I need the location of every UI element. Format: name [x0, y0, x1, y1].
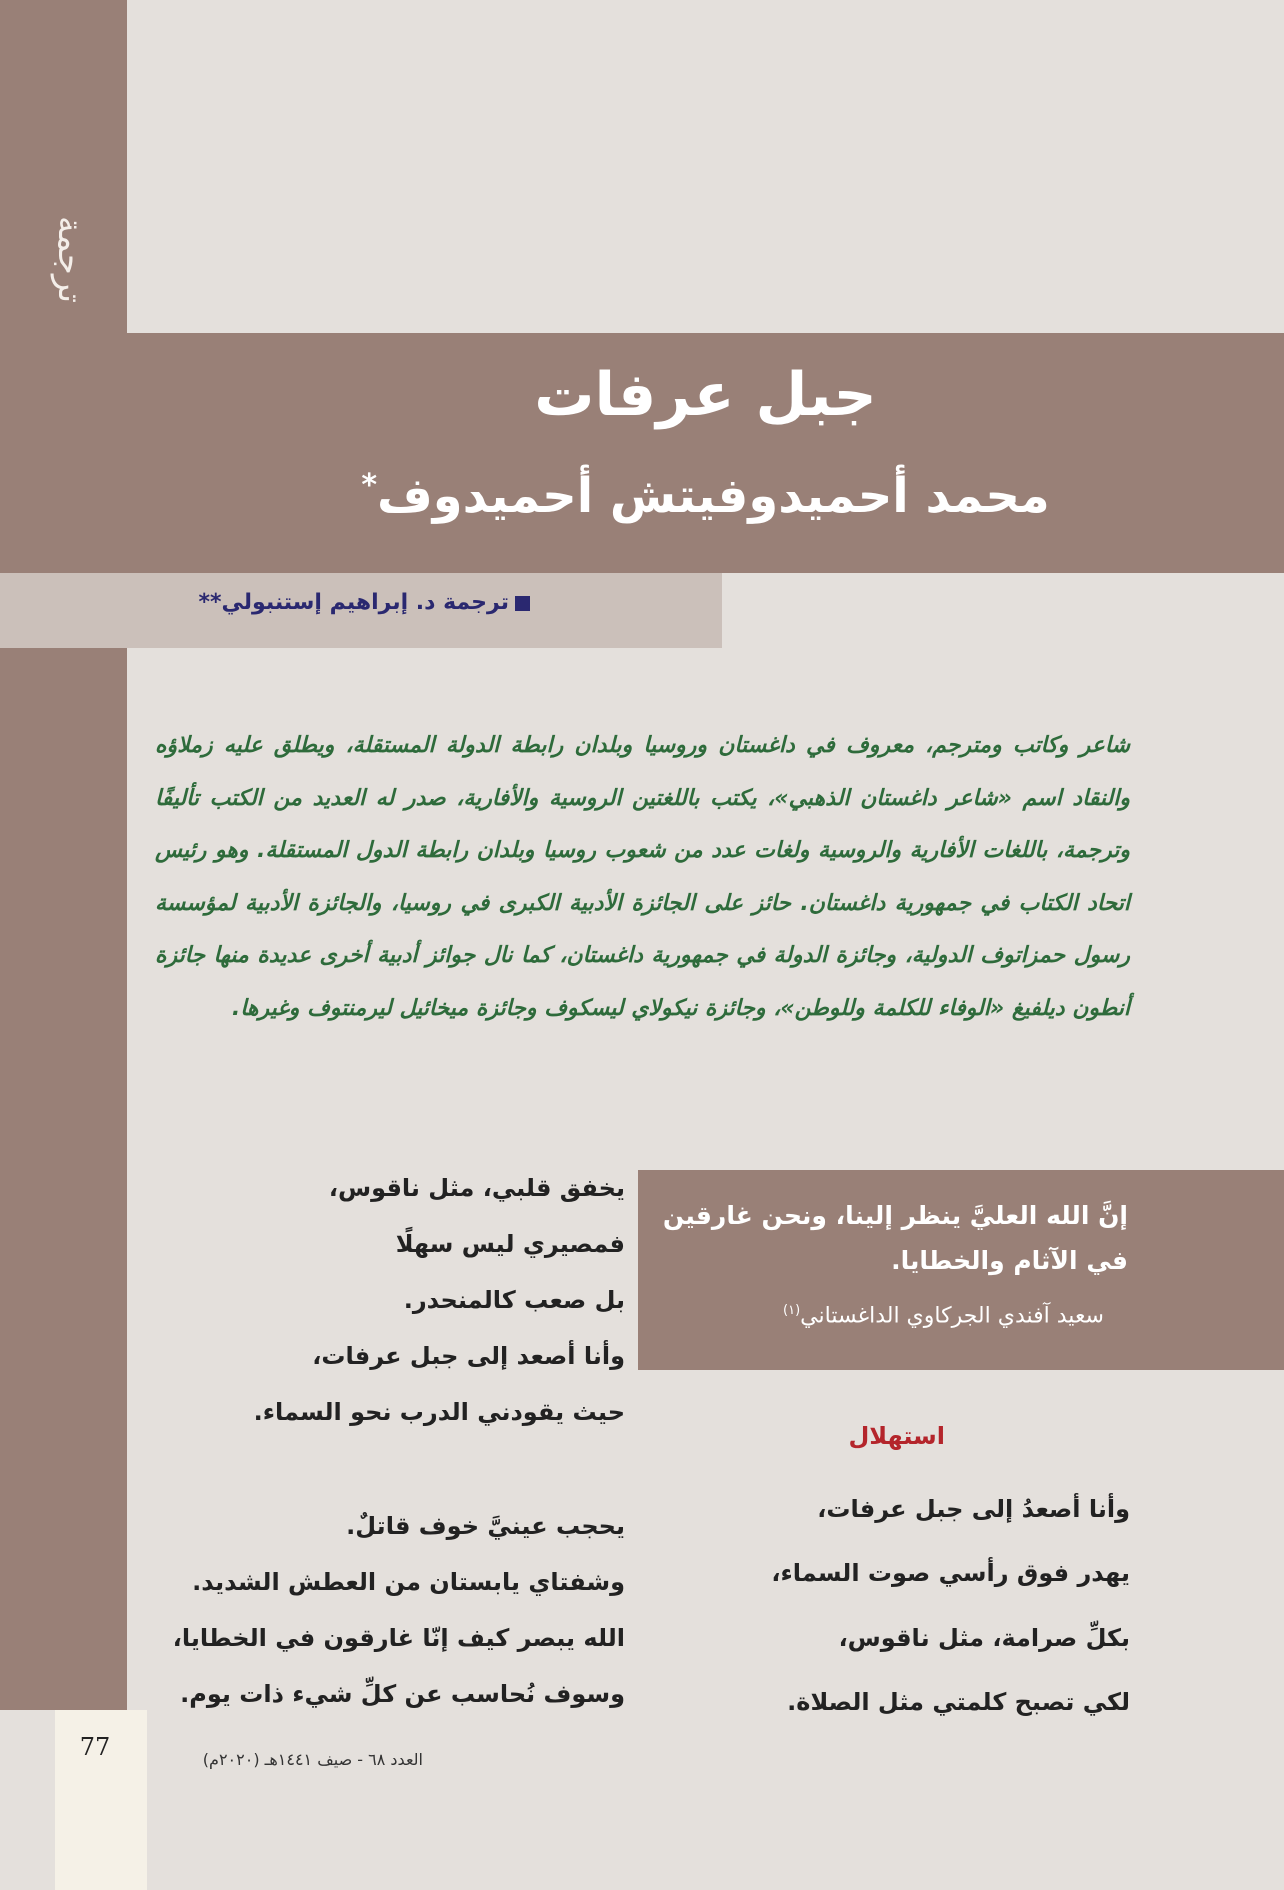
poem-line: بل صعب كالمنحدر. — [403, 1286, 625, 1314]
article-title: جبل عرفات — [534, 360, 877, 430]
poem-line: بكلِّ صرامة، مثل ناقوس، — [838, 1623, 1130, 1652]
page-number: 77 — [79, 1733, 111, 1761]
poem-line: يحجب عينيَّ خوف قاتلٌ. — [346, 1512, 625, 1540]
epigraph-footnote-mark: (١) — [783, 1303, 801, 1318]
author-name — [127, 468, 1284, 524]
translator-text: ترجمة د. إبراهيم إستنبولي** — [198, 590, 509, 615]
poem-stanza-3 — [160, 1498, 625, 1722]
poem-line: وأنا أصعد إلى جبل عرفات، — [312, 1342, 625, 1370]
issue-info: العدد ٦٨ - صيف ١٤٤١هـ (٢٠٢٠م) — [202, 1750, 423, 1769]
translator-credit — [0, 590, 530, 615]
poem-line: حيث يقودني الدرب نحو السماء. — [253, 1398, 625, 1426]
poem-line: وأنا أصعدُ إلى جبل عرفات، — [817, 1495, 1130, 1523]
poem-line: يهدر فوق رأسي صوت السماء، — [771, 1559, 1130, 1588]
author-text: محمد أحميدوفيتش أحميدوف — [377, 468, 1050, 524]
square-bullet-icon — [515, 596, 530, 611]
author-bio: شاعر وكاتب ومترجم، معروف في داغستان وروسيا وبلدان رابطة الدولة المستقلة، ويطلق عليه زملاؤه والنقاد اسم «شاعر داغستان الذهبي»، يكتب باللغتين الروسية والأفارية، صدر له العديد من الكتب تأليفًا وترجمة، باللغات الأفارية والروسية ولغات عدد من شعوب روسيا وبلدان رابطة الدول المستقلة. وهو رئيس اتحاد الكتاب في جمهورية داغستان. حائز على الجائزة الأدبية الكبرى في روسيا، والجائزة الأدبية لمؤسسة رسول حمزاتوف الدولية، وجائزة الدولة في جمهورية داغستان، كما نال جوائز أدبية أخرى عديدة منها جائزة أنطون ديلفيغ «الوفاء للكلمة وللوطن»، وجائزة نيكولاي ليسكوف وجائزة ميخائيل ليرمنتوف وغيرها. — [155, 733, 1130, 1021]
poem-line: فمصيري ليس سهلًا — [395, 1230, 625, 1258]
poem-stanza-2 — [160, 1160, 625, 1440]
epigraph-source-text: سعيد آفندي الجركاوي الداغستاني — [800, 1303, 1104, 1329]
poem-line: لكي تصبح كلمتي مثل الصلاة. — [787, 1687, 1130, 1716]
poem-line: الله يبصر كيف إنّا غارقون في الخطايا، — [172, 1624, 625, 1652]
poem-heading: استهلال — [848, 1422, 945, 1450]
author-footnote-mark: * — [361, 468, 378, 503]
poem-line: يخفق قلبي، مثل ناقوس، — [328, 1174, 625, 1202]
epigraph-source — [660, 1303, 1104, 1328]
poem-stanza-1 — [660, 1477, 1130, 1734]
epigraph-text: إنَّ الله العليَّ ينظر إلينا، ونحن غارقين في الآثام والخطايا. — [662, 1201, 1128, 1275]
poem-line: وسوف نُحاسب عن كلِّ شيء ذات يوم. — [180, 1680, 625, 1708]
poem-line: وشفتاي يابستان من العطش الشديد. — [192, 1568, 625, 1596]
section-label: ترجمة — [50, 216, 90, 304]
